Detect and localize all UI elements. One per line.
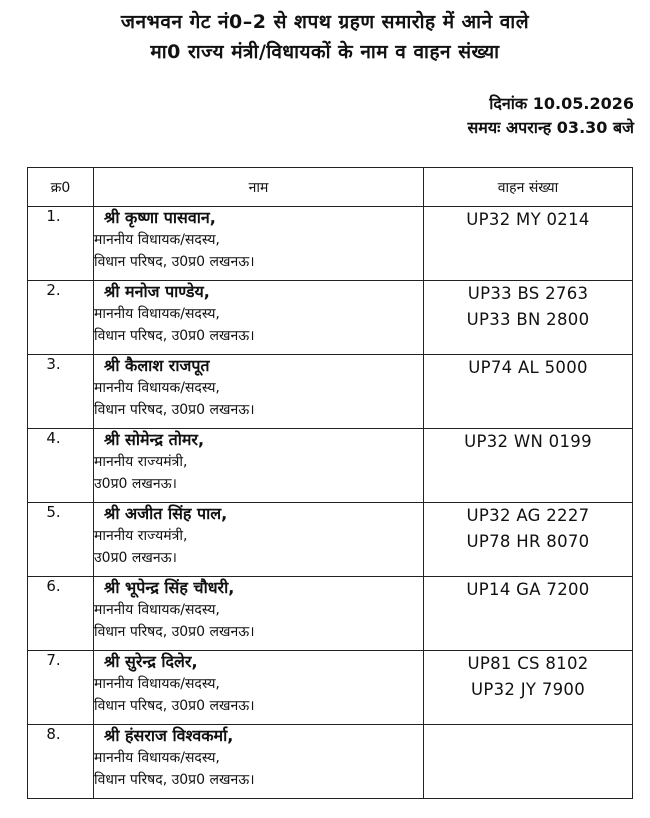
vehicle-cell xyxy=(424,577,633,651)
serial-number-cell xyxy=(28,651,94,725)
member-cell xyxy=(94,503,424,577)
vehicle-number: UP78 HR 8070 xyxy=(466,532,590,551)
member-cell xyxy=(94,651,424,725)
vehicle-number: UP33 BN 2800 xyxy=(466,310,590,329)
vehicle-number: UP32 AG 2227 xyxy=(466,506,590,525)
vehicle-number: UP14 GA 7200 xyxy=(466,580,590,599)
document-date: दिनांक 10.05.2026 xyxy=(489,94,634,113)
serial-number: 2. xyxy=(46,281,61,299)
member-name: श्री हंसराज विश्वकर्मा, xyxy=(104,726,234,745)
member-address: विधान परिषद, उ0प्र0 लखनऊ। xyxy=(94,698,255,714)
member-designation: माननीय विधायक/सदस्य, xyxy=(94,306,220,322)
vehicle-cell xyxy=(424,355,633,429)
vehicle-roster-table xyxy=(27,167,633,799)
member-designation: माननीय विधायक/सदस्य, xyxy=(94,676,220,692)
table-row xyxy=(28,355,633,429)
member-address: उ0प्र0 लखनऊ। xyxy=(94,476,177,492)
serial-number: 3. xyxy=(46,355,61,373)
vehicle-cell xyxy=(424,503,633,577)
table-row xyxy=(28,207,633,281)
member-cell xyxy=(94,207,424,281)
table-row xyxy=(28,429,633,503)
document-title-line-1: जनभवन गेट नं0–2 से शपथ ग्रहण समारोह में आने वाले xyxy=(120,11,530,33)
member-name: श्री सोमेन्द्र तोमर, xyxy=(104,430,205,449)
serial-number: 7. xyxy=(46,651,61,669)
member-cell xyxy=(94,281,424,355)
member-cell xyxy=(94,429,424,503)
member-address: विधान परिषद, उ0प्र0 लखनऊ। xyxy=(94,624,255,640)
vehicle-number: UP32 WN 0199 xyxy=(464,432,592,451)
table-row xyxy=(28,503,633,577)
document-time: समयः अपरान्ह 03.30 बजे xyxy=(467,118,634,137)
serial-number: 4. xyxy=(46,429,61,447)
column-header-serial: क्र0 xyxy=(28,168,94,207)
table-row xyxy=(28,725,633,799)
serial-number-cell xyxy=(28,503,94,577)
serial-number-cell xyxy=(28,429,94,503)
serial-number-cell xyxy=(28,725,94,799)
vehicle-number: UP32 MY 0214 xyxy=(466,210,590,229)
member-designation: माननीय विधायक/सदस्य, xyxy=(94,380,220,396)
member-address: विधान परिषद, उ0प्र0 लखनऊ। xyxy=(94,328,255,344)
column-header-name: नाम xyxy=(94,168,424,207)
serial-number: 1. xyxy=(46,207,61,225)
member-name: श्री अजीत सिंह पाल, xyxy=(104,504,228,523)
serial-number-cell xyxy=(28,577,94,651)
table-row xyxy=(28,651,633,725)
member-address: विधान परिषद, उ0प्र0 लखनऊ। xyxy=(94,402,255,418)
member-name: श्री भूपेन्द्र सिंह चौधरी, xyxy=(104,578,235,597)
member-designation: माननीय राज्यमंत्री, xyxy=(94,454,188,470)
member-address: विधान परिषद, उ0प्र0 लखनऊ। xyxy=(94,772,255,788)
vehicle-number: UP81 CS 8102 xyxy=(467,654,589,673)
vehicle-cell xyxy=(424,725,633,799)
serial-number: 8. xyxy=(46,725,61,743)
member-address: विधान परिषद, उ0प्र0 लखनऊ। xyxy=(94,254,255,270)
member-designation: माननीय विधायक/सदस्य, xyxy=(94,750,220,766)
serial-number-cell xyxy=(28,281,94,355)
column-header-vehicle: वाहन संख्या xyxy=(424,168,633,207)
member-cell xyxy=(94,355,424,429)
vehicle-number: UP74 AL 5000 xyxy=(468,358,588,377)
member-name: श्री सुरेन्द्र दिलेर, xyxy=(104,652,198,671)
serial-number-cell xyxy=(28,207,94,281)
table-row xyxy=(28,577,633,651)
member-name: श्री कैलाश राजपूत xyxy=(104,356,210,375)
member-designation: माननीय विधायक/सदस्य, xyxy=(94,232,220,248)
member-designation: माननीय विधायक/सदस्य, xyxy=(94,602,220,618)
table-body xyxy=(28,207,633,799)
member-name: श्री मनोज पाण्डेय, xyxy=(104,282,210,301)
vehicle-number: UP33 BS 2763 xyxy=(467,284,589,303)
member-cell xyxy=(94,725,424,799)
member-cell xyxy=(94,577,424,651)
vehicle-number: UP32 JY 7900 xyxy=(470,680,586,699)
vehicle-cell xyxy=(424,281,633,355)
vehicle-cell xyxy=(424,207,633,281)
member-name: श्री कृष्णा पासवान, xyxy=(104,208,216,227)
member-designation: माननीय राज्यमंत्री, xyxy=(94,528,188,544)
serial-number: 6. xyxy=(46,577,61,595)
member-address: उ0प्र0 लखनऊ। xyxy=(94,550,177,566)
serial-number: 5. xyxy=(46,503,61,521)
table-header-row xyxy=(28,168,633,207)
vehicle-cell xyxy=(424,651,633,725)
serial-number-cell xyxy=(28,355,94,429)
vehicle-cell xyxy=(424,429,633,503)
table-row xyxy=(28,281,633,355)
document-title-line-2: मा0 राज्य मंत्री/विधायकों के नाम व वाहन संख्या xyxy=(150,41,500,63)
